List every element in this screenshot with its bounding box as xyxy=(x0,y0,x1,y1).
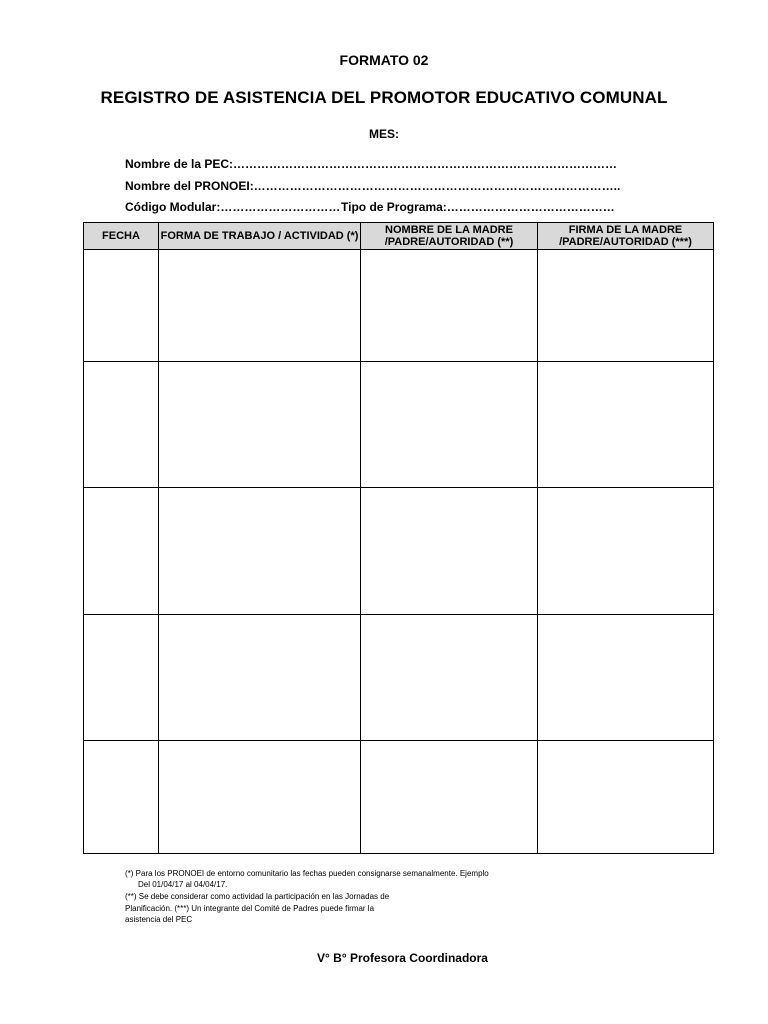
format-code: FORMATO 02 xyxy=(339,52,429,68)
actividad-cell[interactable] xyxy=(159,250,361,362)
nombre-cell[interactable] xyxy=(361,250,538,362)
actividad-cell[interactable] xyxy=(159,362,361,488)
header-forma-trabajo: FORMA DE TRABAJO / ACTIVIDAD (*) xyxy=(159,223,361,250)
actividad-cell[interactable] xyxy=(159,488,361,615)
firma-cell[interactable] xyxy=(538,741,714,854)
firma-cell[interactable] xyxy=(538,488,714,615)
fecha-cell[interactable] xyxy=(84,615,159,741)
header-nombre-madre: NOMBRE DE LA MADRE /PADRE/AUTORIDAD (**) xyxy=(361,223,538,250)
tipo-programa-field: Tipo de Programa:…………………………………… xyxy=(341,200,615,214)
coordinator-approval: V° B° Profesora Coordinadora xyxy=(317,951,488,965)
actividad-cell[interactable] xyxy=(159,741,361,854)
nombre-cell[interactable] xyxy=(361,488,538,615)
firma-cell[interactable] xyxy=(538,250,714,362)
nombre-cell[interactable] xyxy=(361,741,538,854)
nombre-cell[interactable] xyxy=(361,615,538,741)
footnote-1: (*) Para los PRONOEI de entorno comunitario las fechas pueden consignarse semanalmente. Ejemplo xyxy=(125,869,489,878)
footnote-2: (**) Se debe considerar como actividad la participación en las Jornadas de xyxy=(125,892,390,901)
firma-cell[interactable] xyxy=(538,362,714,488)
nombre-cell[interactable] xyxy=(361,362,538,488)
firma-cell[interactable] xyxy=(538,615,714,741)
month-label: MES: xyxy=(369,127,399,141)
footnote-3: Planificación. (***) Un integrante del Comité de Padres puede firmar la xyxy=(125,904,375,913)
fecha-cell[interactable] xyxy=(84,741,159,854)
table-row xyxy=(84,250,714,362)
table-row xyxy=(84,488,714,615)
attendance-table xyxy=(83,222,714,854)
document-title: REGISTRO DE ASISTENCIA DEL PROMOTOR EDUCATIVO COMUNAL xyxy=(100,88,668,107)
pec-name-field: Nombre de la PEC:…………………………………………………………………………………… xyxy=(125,157,618,171)
header-firma-madre: FIRMA DE LA MADRE /PADRE/AUTORIDAD (***) xyxy=(538,223,714,250)
table-row xyxy=(84,741,714,854)
actividad-cell[interactable] xyxy=(159,615,361,741)
fecha-cell[interactable] xyxy=(84,488,159,615)
fecha-cell[interactable] xyxy=(84,250,159,362)
footnote-4: asistencia del PEC xyxy=(125,915,193,924)
pronoei-name-field: Nombre del PRONOEI:……………………………………………………………………………….. xyxy=(125,179,621,193)
footnote-1-example: Del 01/04/17 al 04/04/17. xyxy=(138,880,228,889)
table-header-row xyxy=(84,223,714,250)
codigo-modular-field: Código Modular:………………………… xyxy=(125,200,341,214)
header-fecha: FECHA xyxy=(84,223,159,250)
fecha-cell[interactable] xyxy=(84,362,159,488)
table-row xyxy=(84,362,714,488)
table-row xyxy=(84,615,714,741)
